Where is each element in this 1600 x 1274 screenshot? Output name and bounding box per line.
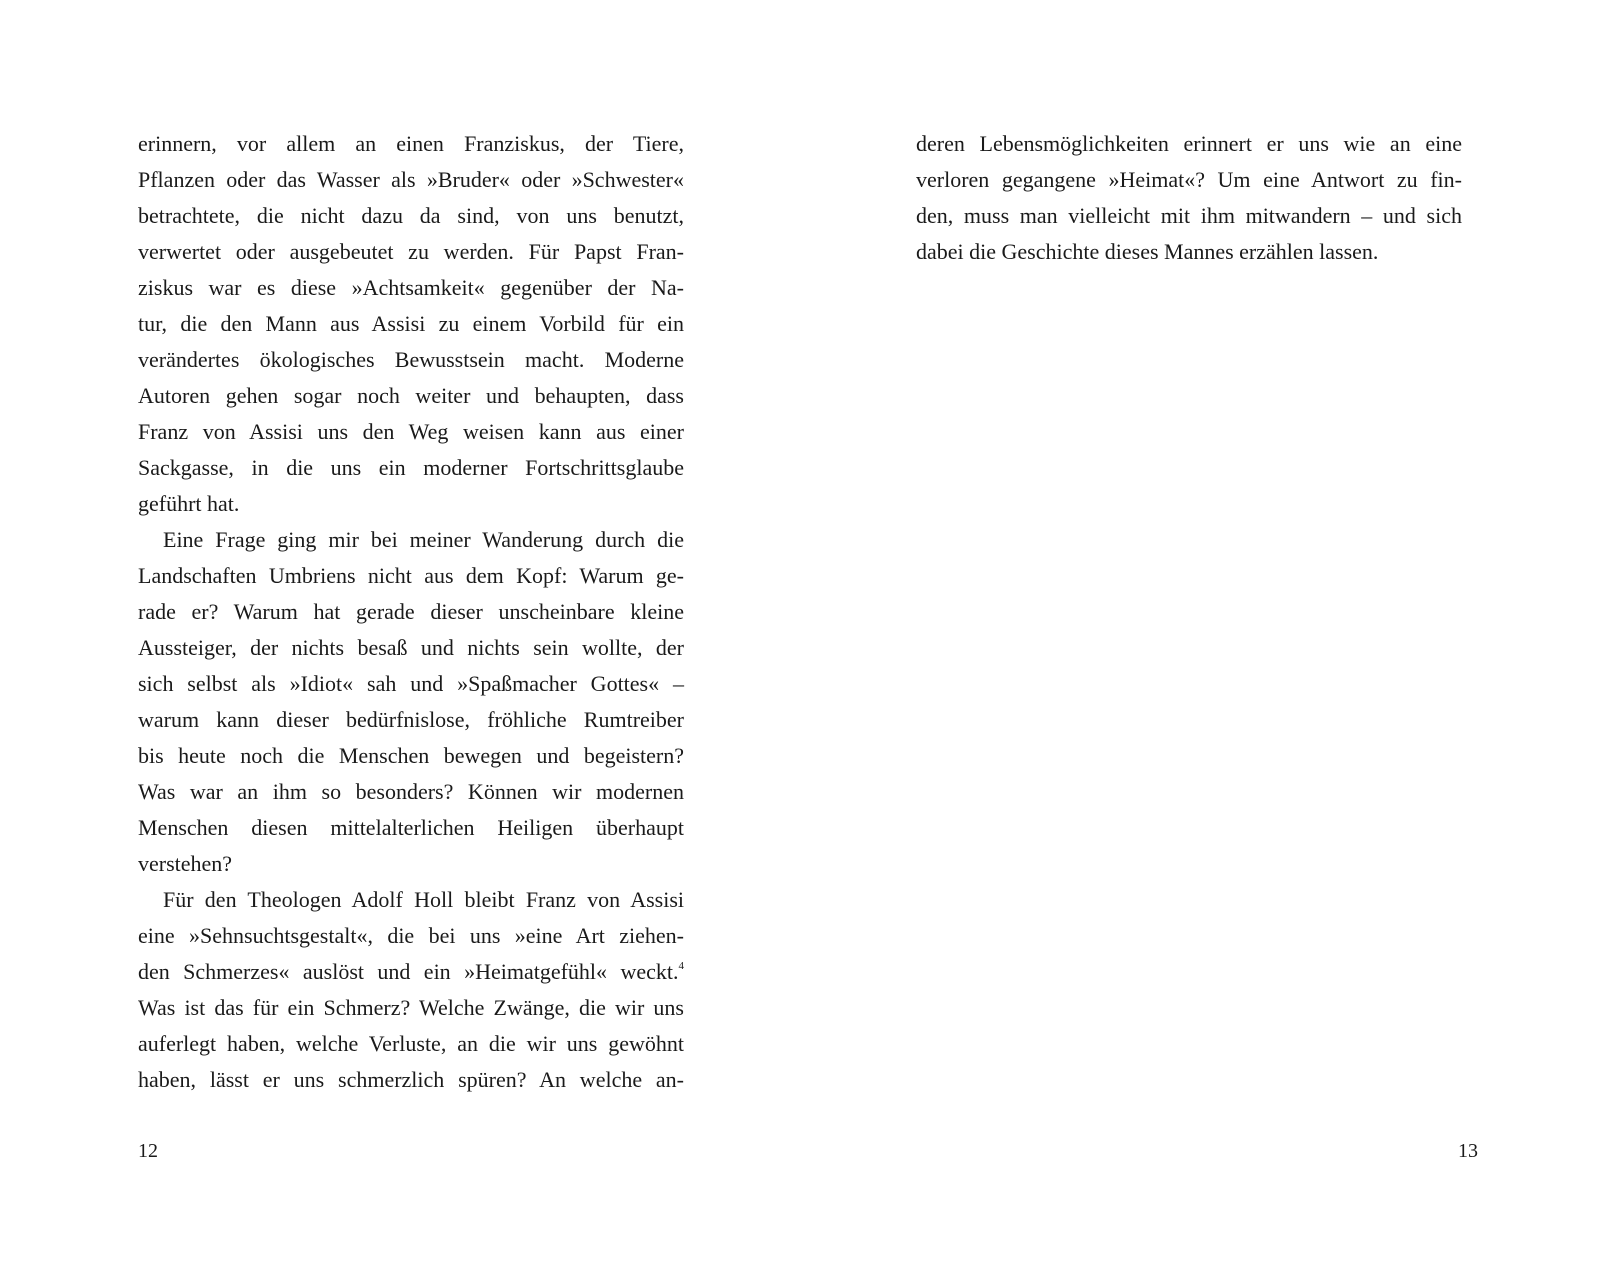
text-line: Aussteiger, der nichts besaß und nichts sein wollte, der — [138, 635, 684, 660]
text-line: haben, lässt er uns schmerzlich spüren? An welche an- — [138, 1067, 684, 1092]
page-number: 13 — [1458, 1140, 1478, 1162]
text-line: Autoren gehen sogar noch weiter und behaupten, dass — [138, 383, 684, 408]
text-line: warum kann dieser bedürfnislose, fröhliche Rumtreiber — [138, 707, 684, 732]
text-line: Franz von Assisi uns den Weg weisen kann aus einer — [138, 419, 684, 444]
text-line: verwertet oder ausgebeutet zu werden. Für Papst Fran- — [138, 239, 684, 264]
text-line: Was ist das für ein Schmerz? Welche Zwänge, die wir uns — [138, 995, 684, 1020]
text-line-with-footnote — [138, 954, 684, 990]
right-page — [800, 0, 1600, 1274]
text-line: verändertes ökologisches Bewusstsein macht. Moderne — [138, 347, 684, 372]
text-line: Landschaften Umbriens nicht aus dem Kopf: Warum ge- — [138, 563, 684, 588]
text-line: verloren gegangene »Heimat«? Um eine Antwort zu fin- — [916, 167, 1462, 192]
text-line: Menschen diesen mittelalterlichen Heiligen überhaupt — [138, 815, 684, 840]
text-line: verstehen? — [138, 851, 233, 876]
right-text-column — [916, 126, 1462, 270]
text-line: rade er? Warum hat gerade dieser unscheinbare kleine — [138, 599, 684, 624]
text-line: geführt hat. — [138, 491, 240, 516]
text-line: Für den Theologen Adolf Holl bleibt Franz von Assisi — [163, 887, 684, 912]
text-line: bis heute noch die Menschen bewegen und begeistern? — [138, 743, 684, 768]
text-line: Pflanzen oder das Wasser als »Bruder« oder »Schwester« — [138, 167, 684, 192]
text-line: auferlegt haben, welche Verluste, an die wir uns gewöhnt — [138, 1031, 684, 1056]
text-line: eine »Sehnsuchtsgestalt«, die bei uns »eine Art ziehen- — [138, 923, 684, 948]
text-line: den, muss man vielleicht mit ihm mitwandern – und sich — [916, 203, 1462, 228]
footnote-mark: 4 — [678, 960, 684, 972]
text-line: dabei die Geschichte dieses Mannes erzählen lassen. — [916, 239, 1379, 264]
text-line: sich selbst als »Idiot« sah und »Spaßmacher Gottes« – — [138, 671, 684, 696]
text-line: erinnern, vor allem an einen Franziskus, der Tiere, — [138, 131, 684, 156]
text-line: betrachtete, die nicht dazu da sind, von uns benutzt, — [138, 203, 684, 228]
text-line: ziskus war es diese »Achtsamkeit« gegenüber der Na- — [138, 275, 684, 300]
left-text-column — [138, 126, 684, 1098]
text-line: Was war an ihm so besonders? Können wir modernen — [138, 779, 684, 804]
text-line: tur, die den Mann aus Assisi zu einem Vorbild für ein — [138, 311, 684, 336]
text-line-content: den Schmerzes« auslöst und ein »Heimatgefühl« weckt. — [138, 959, 679, 984]
text-line: Eine Frage ging mir bei meiner Wanderung durch die — [163, 527, 684, 552]
page-number: 12 — [138, 1140, 158, 1162]
text-line: deren Lebensmöglichkeiten erinnert er uns wie an eine — [916, 131, 1462, 156]
text-line: Sackgasse, in die uns ein moderner Fortschrittsglaube — [138, 455, 684, 480]
